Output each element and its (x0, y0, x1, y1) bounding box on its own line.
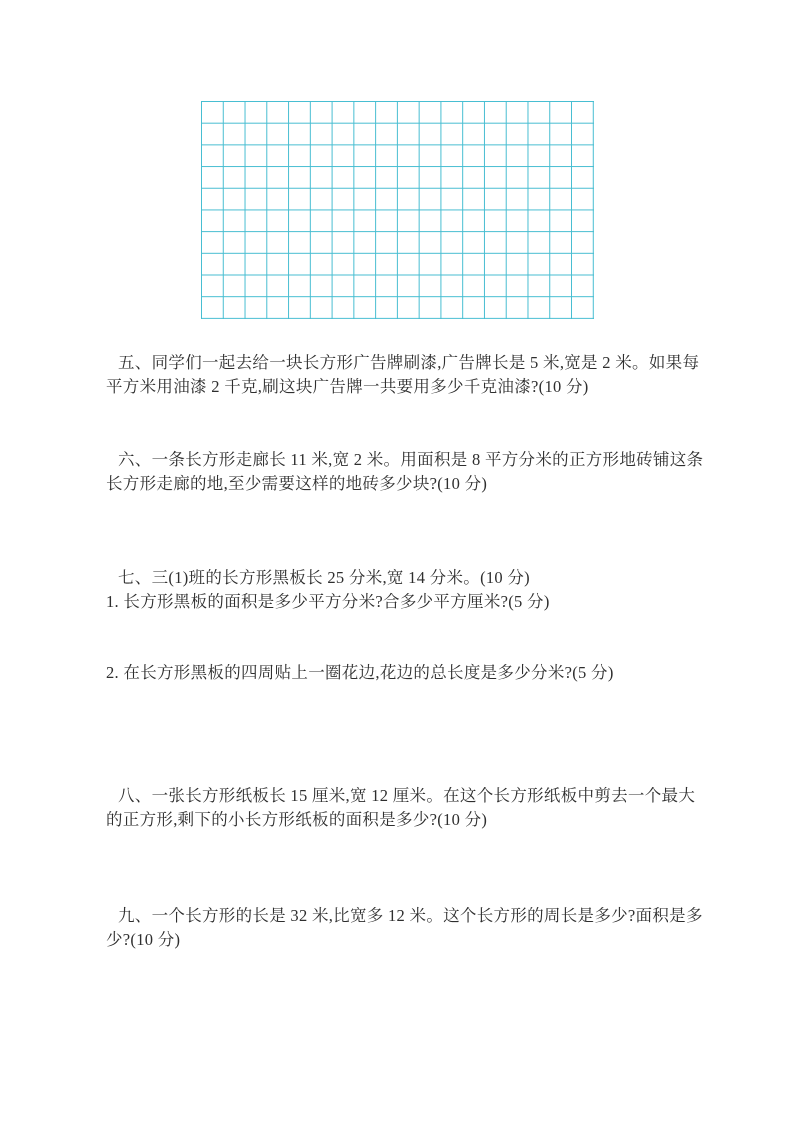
problem-six (106, 448, 746, 496)
problem-seven-subquestion-2-line: 2. 在长方形黑板的四周贴上一圈花边,花边的总长度是多少分米?(5 分) (106, 663, 614, 682)
problem-six-line-2: 长方形走廊的地,至少需要这样的地砖多少块?(10 分) (106, 474, 488, 493)
problem-nine-line-1: 九、一个长方形的长是 32 米,比宽多 12 米。这个长方形的周长是多少?面积是多 (118, 906, 703, 925)
problem-eight-line-2: 的正方形,剩下的小长方形纸板的面积是多少?(10 分) (106, 810, 488, 829)
problem-nine (106, 904, 746, 952)
problem-six-line-1: 六、一条长方形走廊长 11 米,宽 2 米。用面积是 8 平方分米的正方形地砖铺这条 (118, 450, 704, 469)
problem-seven-subquestion-2 (106, 661, 746, 685)
problem-seven (106, 566, 746, 614)
problem-seven-line-1: 七、三(1)班的长方形黑板长 25 分米,宽 14 分米。(10 分) (118, 568, 530, 587)
problem-five-line-1: 五、同学们一起去给一块长方形广告牌刷漆,广告牌长是 5 米,宽是 2 米。如果每 (118, 353, 700, 372)
problem-five (106, 351, 746, 399)
answer-grid (201, 101, 594, 319)
problem-nine-line-2: 少?(10 分) (106, 930, 181, 949)
problem-eight (106, 784, 746, 832)
problem-eight-line-1: 八、一张长方形纸板长 15 厘米,宽 12 厘米。在这个长方形纸板中剪去一个最大 (118, 786, 696, 805)
problem-seven-subquestion-1: 1. 长方形黑板的面积是多少平方分米?合多少平方厘米?(5 分) (106, 592, 550, 611)
problem-five-line-2: 平方米用油漆 2 千克,刷这块广告牌一共要用多少千克油漆?(10 分) (106, 377, 589, 396)
